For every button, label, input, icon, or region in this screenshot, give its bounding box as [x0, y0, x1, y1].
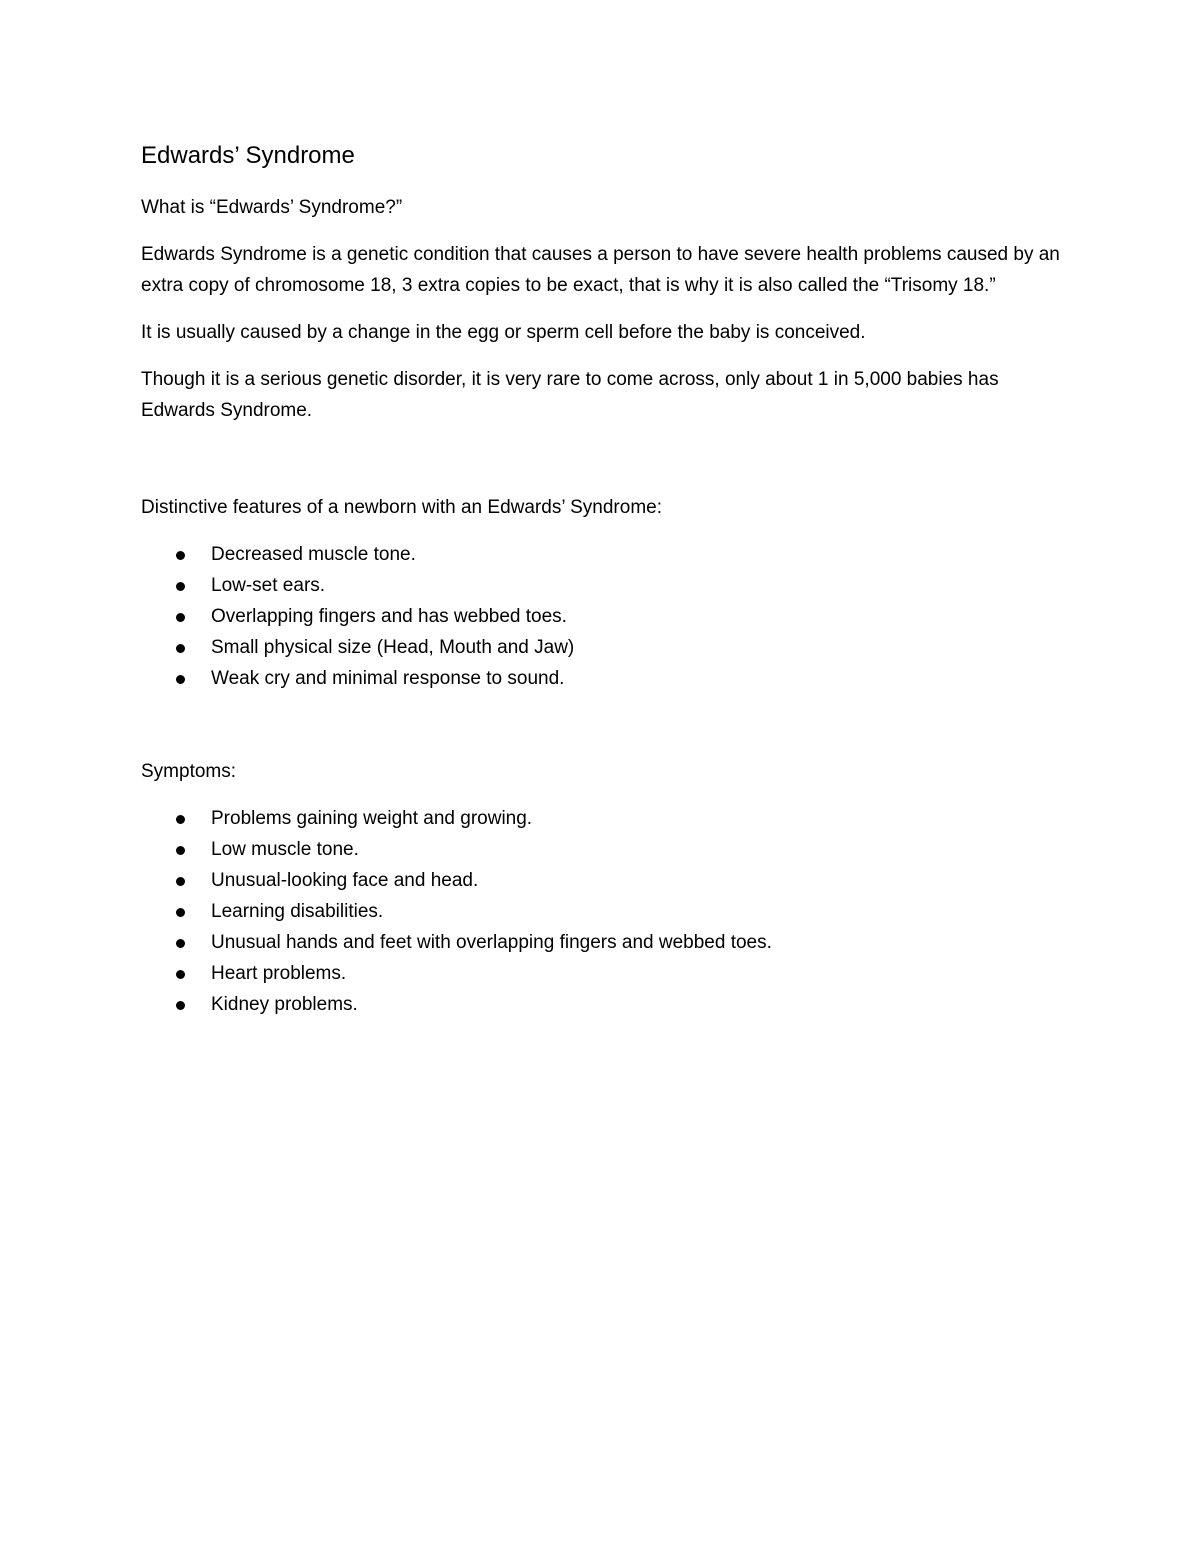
list-item-text: Unusual-looking face and head. — [211, 870, 479, 891]
list-item-text: Low muscle tone. — [211, 839, 359, 860]
list-item-text: Learning disabilities. — [211, 901, 384, 922]
section-spacer — [141, 442, 1061, 492]
bullet-icon — [176, 877, 185, 886]
bullet-icon — [176, 846, 185, 855]
list-item-text: Weak cry and minimal response to sound. — [211, 668, 565, 689]
list-item — [141, 803, 1061, 834]
document-title: Edwards’ Syndrome — [141, 142, 355, 169]
list-item-text: Problems gaining weight and growing. — [211, 808, 533, 829]
list-item-text: Heart problems. — [211, 963, 347, 984]
list-item — [141, 834, 1061, 865]
paragraph-definition: Edwards Syndrome is a genetic condition that causes a person to have severe health problems caused by an extra copy of chromosome 18, 3 extra copies to be exact, that is why it is also called the “Trisomy 18.” — [141, 244, 1060, 296]
list-item-text: Unusual hands and feet with overlapping fingers and webbed toes. — [211, 932, 772, 953]
features-heading: Distinctive features of a newborn with an Edwards’ Syndrome: — [141, 497, 662, 518]
list-item — [141, 539, 1061, 570]
bullet-icon — [176, 551, 185, 560]
document-body — [141, 140, 1061, 1020]
list-item-text: Kidney problems. — [211, 994, 358, 1015]
bullet-icon — [176, 1001, 185, 1010]
bullet-icon — [176, 970, 185, 979]
symptoms-list — [141, 803, 1061, 1020]
list-item — [141, 989, 1061, 1020]
features-list — [141, 539, 1061, 694]
list-item — [141, 896, 1061, 927]
list-item — [141, 632, 1061, 663]
list-item-text: Low-set ears. — [211, 575, 326, 596]
list-item — [141, 663, 1061, 694]
bullet-icon — [176, 675, 185, 684]
symptoms-heading: Symptoms: — [141, 761, 237, 782]
bullet-icon — [176, 815, 185, 824]
list-item-text: Decreased muscle tone. — [211, 544, 416, 565]
list-item — [141, 958, 1061, 989]
bullet-icon — [176, 939, 185, 948]
bullet-icon — [176, 613, 185, 622]
paragraph-rarity: Though it is a serious genetic disorder, it is very rare to come across, only about 1 in 5,000 babies has Edwards Syndrome. — [141, 369, 999, 421]
list-item-text: Small physical size (Head, Mouth and Jaw) — [211, 637, 575, 658]
list-item — [141, 570, 1061, 601]
bullet-icon — [176, 582, 185, 591]
paragraph-cause: It is usually caused by a change in the egg or sperm cell before the baby is conceived. — [141, 322, 866, 343]
section-spacer — [141, 694, 1061, 756]
list-item-text: Overlapping fingers and has webbed toes. — [211, 606, 567, 627]
bullet-icon — [176, 908, 185, 917]
list-item — [141, 865, 1061, 896]
question-line: What is “Edwards’ Syndrome?” — [141, 197, 403, 218]
list-item — [141, 601, 1061, 632]
list-item — [141, 927, 1061, 958]
bullet-icon — [176, 644, 185, 653]
